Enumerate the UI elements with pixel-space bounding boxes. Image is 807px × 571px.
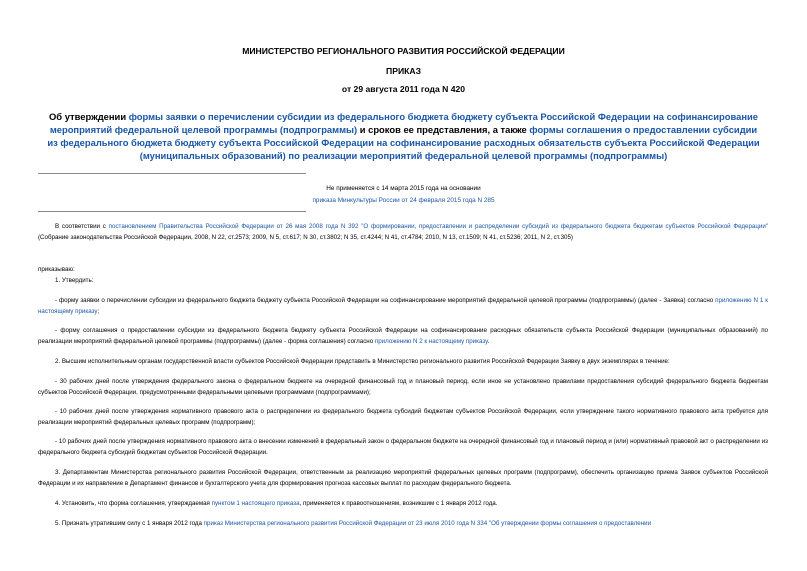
status-note-link[interactable]: приказа Минкультуры России от 24 февраля 2015 года N 285 (312, 197, 495, 204)
form-agreement-end: . (487, 337, 490, 345)
paragraph-form-request (38, 296, 768, 317)
title-link-agreement-form[interactable]: формы соглашения о предоставлении субсидии из федерального бюджета бюджету субъекта Российской Федерации на софинансирование расходных обязательств субъекта Российской Федерации (муниципальных образований) по реализации мероприятий федеральной целевой программы (подпрограммы) (47, 124, 760, 161)
title-text-2: и сроков ее представления, а также (357, 124, 530, 135)
preamble-link-decree[interactable]: постановлением Правительства Российской Федерации от 26 мая 2008 года N 392 "О формировании, предоставлении и распределении субсидий из федерального бюджета бюджетам субъектов Российской Федерации" (108, 223, 768, 230)
status-note-link-line (0, 195, 807, 206)
doc-type-heading: ПРИКАЗ (386, 66, 421, 76)
item-4-text-2: , применяется к правоотношениям, возникшим с 1 января 2012 года. (299, 500, 498, 507)
divider-bottom (38, 211, 306, 212)
paragraph-item-2: 2. Высшим исполнительным органам государственной власти субъектов Российской Федерации представить в Министерство регионального развития Российской Федерации Заявку в двух экземплярах в течение: (55, 358, 670, 365)
title-link-request-form[interactable]: формы заявки о перечислении субсидии из федерального бюджета бюджету субъекта Российской Федерации на софинансирование мероприятий федеральной целевой программы (подпрограммы) (49, 111, 758, 135)
status-note-line: Не применяется с 14 марта 2015 года на основании (326, 185, 481, 192)
paragraph-item-4 (38, 499, 768, 510)
document-title (44, 110, 763, 162)
form-request-end: ; (97, 307, 100, 315)
divider-top (38, 173, 306, 174)
form-agreement-text: - форму соглашения о предоставлении субсидии из федерального бюджета бюджету субъекта Российской Федерации на софинансирование расходных обязательств субъекта Российской Федерации (муниципальных образований) по реализации мероприятий федеральной целевой программы (подпрограммы) (далее - форма соглашения) согласно (38, 327, 768, 345)
paragraph-term-10-days-b: - 10 рабочих дней после утверждения нормативного правового акта о внесении изменений в федеральный закон о федеральном бюджете на очередной финансовый год и плановый период и (или) нормативный правовой акт о распределении из федерального бюджета субсидий бюджетам субъектов Российской Федерации. (38, 438, 768, 456)
item-4-text-1: 4. Установить, что форма соглашения, утверждаемая (55, 500, 212, 507)
preamble-text-1: В соответствии с (55, 223, 109, 230)
ministry-heading: МИНИСТЕРСТВО РЕГИОНАЛЬНОГО РАЗВИТИЯ РОССИЙСКОЙ ФЕДЕРАЦИИ (242, 46, 565, 56)
title-text-1: Об утверждении (49, 111, 129, 122)
form-request-text: - форму заявки о перечислении субсидии из федерального бюджета бюджету субъекта Российской Федерации на софинансирование мероприятий федеральной целевой программы (подпрограммы) (далее - Заявка) согласно (55, 297, 716, 304)
paragraph-term-10-days-a: - 10 рабочих дней после утверждения нормативного правового акта о распределении из федерального бюджета субсидий бюджетам субъектов Российской Федерации, если утверждение такого нормативного правового акта требуется для реализации мероприятий федеральных целевых программ (подпрограмм); (38, 408, 768, 426)
link-clause-1[interactable]: пунктом 1 настоящего приказа (211, 500, 300, 507)
link-appendix-2[interactable]: приложению N 2 к настоящему приказу (374, 337, 488, 345)
item-5-text: 5. Признать утратившим силу с 1 января 2012 года (55, 520, 204, 527)
paragraph-form-agreement (38, 326, 768, 347)
paragraph-preamble (38, 222, 768, 243)
link-order-334[interactable]: приказ Министерства регионального развития Российской Федерации от 23 июля 2010 года N 334 "Об утверждении формы соглашения о предоставлении (203, 520, 652, 527)
paragraph-item-3: 3. Департаментам Министерства регионального развития Российской Федерации, ответственным за реализацию мероприятий федеральных целевых программ (подпрограмм), обеспечить организацию приема Заявок субъектов Российской Федерации и их направление в Департамент финансов и бухгалтерского учета для формирования прогноза кассовых выплат по расходам федерального бюджета. (38, 469, 768, 487)
link-appendix-1[interactable]: приложению N 1 к настоящему приказу (38, 297, 768, 315)
paragraph-order-word: приказываю: (38, 266, 75, 273)
paragraph-term-30-days: - 30 рабочих дней после утверждения федерального закона о федеральном бюджете на очередной финансовый год и плановый период, если иное не установлено правилами предоставления субсидий федерального бюджета бюджетам субъектов Российской Федерации, предусмотренными федеральными целевыми программами (подпрограммами); (38, 378, 768, 396)
date-number-heading: от 29 августа 2011 года N 420 (341, 84, 466, 94)
paragraph-item-5 (38, 519, 768, 530)
paragraph-item-1: 1. Утвердить: (55, 277, 94, 284)
preamble-text-2: (Собрание законодательства Российской Федерации, 2008, N 22, ст.2573; 2009, N 5, ст.617; N 30, ст.3802; N 35, ст.4244; N 41, ст.4784; 2010, N 13, ст.1509; N 41, ст.5236; 2011, N 2, ст.305) (38, 233, 573, 241)
